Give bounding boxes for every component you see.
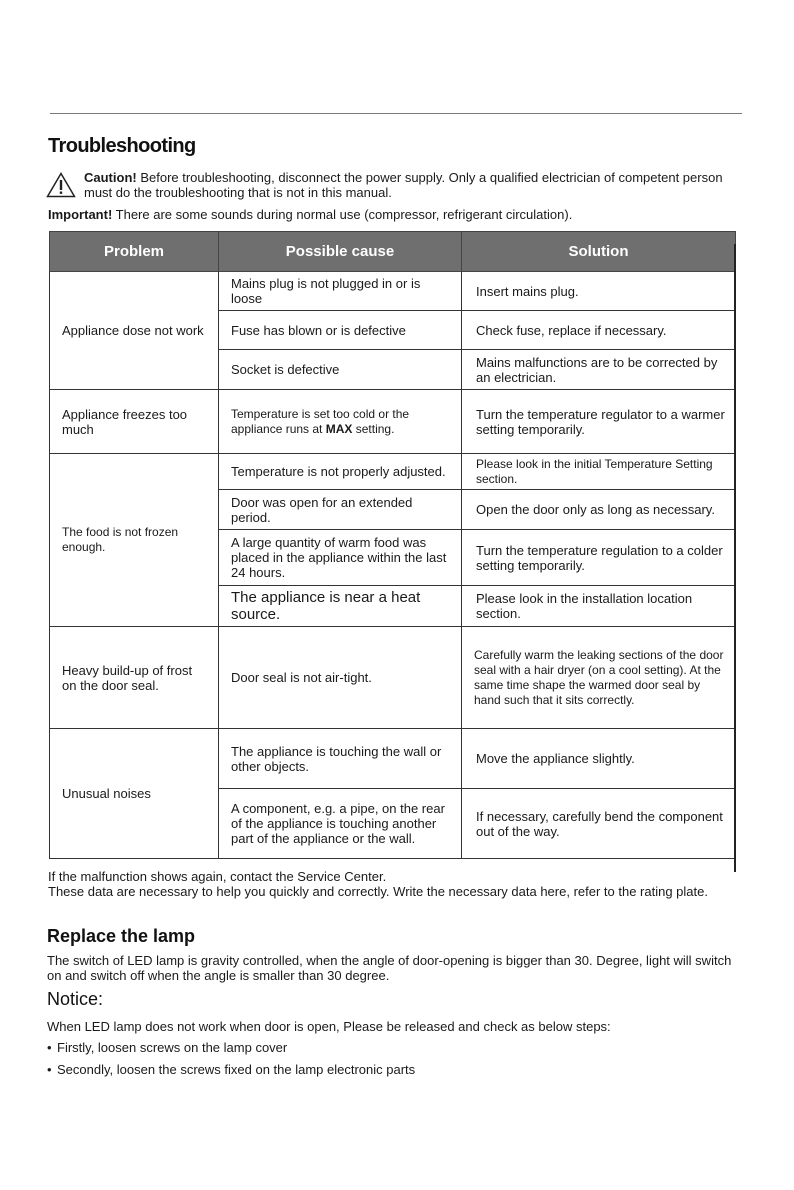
solution-cell: Please look in the initial Temperature Setting section. (462, 454, 736, 490)
caution-body: Before troubleshooting, disconnect the power supply. Only a qualified electrician of competent person must do the troubleshooting that is not in this manual. (84, 170, 723, 200)
replace-lamp-heading: Replace the lamp (47, 926, 196, 946)
solution-cell: Turn the temperature regulator to a warmer setting temporarily. (462, 390, 736, 454)
table-row (50, 729, 736, 789)
table-header-row (50, 232, 736, 272)
caution-text (84, 170, 746, 200)
problem-cell: Appliance freezes too much (50, 390, 219, 454)
max-setting-label: MAX (325, 421, 353, 436)
service-note (48, 869, 748, 899)
table-row (50, 454, 736, 490)
cause-cell: Temperature is not properly adjusted. (219, 454, 462, 490)
solution-cell: Check fuse, replace if necessary. (462, 311, 736, 350)
caution-block (46, 170, 746, 200)
cause-cell: Door seal is not air-tight. (219, 627, 462, 729)
solution-cell: Turn the temperature regulation to a colder setting temporarily. (462, 530, 736, 586)
problem-cell: Unusual noises (50, 729, 219, 859)
top-divider (50, 113, 742, 114)
problem-cell: The food is not frozen enough. (50, 454, 219, 627)
list-item (47, 1040, 287, 1055)
service-note-line-1: If the malfunction shows again, contact the Service Center. (48, 869, 387, 884)
solution-cell: Please look in the installation location section. (462, 586, 736, 627)
solution-cell: Insert mains plug. (462, 272, 736, 311)
cause-cell (219, 390, 462, 454)
cause-cell: The appliance is near a heat source. (219, 586, 462, 627)
cause-cell: Door was open for an extended period. (219, 490, 462, 530)
cause-cell: Socket is defective (219, 350, 462, 390)
table-row (50, 390, 736, 454)
table-right-border (734, 244, 736, 872)
solution-cell: Carefully warm the leaking sections of the door seal with a hair dryer (on a cool setting). At the same time shape the warmed door seal by hand such that it sits correctly. (462, 627, 736, 729)
problem-cell: Appliance dose not work (50, 272, 219, 390)
table-row (50, 627, 736, 729)
problem-cell: Heavy build-up of frost on the door seal. (50, 627, 219, 729)
cause-cell: Fuse has blown or is defective (219, 311, 462, 350)
solution-cell: Move the appliance slightly. (462, 729, 736, 789)
service-note-line-2: These data are necessary to help you quickly and correctly. Write the necessary data here, refer to the rating plate. (48, 884, 708, 899)
important-body: There are some sounds during normal use (compressor, refrigerant circulation). (112, 207, 573, 222)
important-label: Important! (48, 207, 113, 222)
header-solution: Solution (462, 232, 736, 272)
solution-cell: Mains malfunctions are to be corrected by an electrician. (462, 350, 736, 390)
troubleshooting-table (49, 231, 736, 859)
notice-heading: Notice: (47, 989, 104, 1009)
notice-text: When LED lamp does not work when door is open, Please be released and check as below steps: (47, 1019, 611, 1034)
list-item (47, 1062, 415, 1077)
bullet-icon: • (47, 1040, 52, 1055)
cause-cell: A large quantity of warm food was placed in the appliance within the last 24 hours. (219, 530, 462, 586)
page-title: Troubleshooting (48, 135, 196, 157)
cause-cell: A component, e.g. a pipe, on the rear of the appliance is touching another part of the appliance or the wall. (219, 789, 462, 859)
cause-text-post: setting. (352, 421, 395, 436)
solution-cell: If necessary, carefully bend the component out of the way. (462, 789, 736, 859)
step-text: Firstly, loosen screws on the lamp cover (57, 1040, 288, 1055)
warning-triangle-icon (46, 172, 76, 198)
bullet-icon: • (47, 1062, 52, 1077)
table-row (50, 272, 736, 311)
important-note (48, 207, 572, 222)
cause-cell: Mains plug is not plugged in or is loose (219, 272, 462, 311)
solution-cell: Open the door only as long as necessary. (462, 490, 736, 530)
step-text: Secondly, loosen the screws fixed on the lamp electronic parts (57, 1062, 416, 1077)
header-cause: Possible cause (219, 232, 462, 272)
caution-label: Caution! (84, 170, 137, 185)
cause-cell: The appliance is touching the wall or other objects. (219, 729, 462, 789)
cause-text-pre: Temperature is set too cold or the appliance runs at (231, 406, 410, 436)
header-problem: Problem (50, 232, 219, 272)
replace-lamp-text: The switch of LED lamp is gravity controlled, when the angle of door-opening is bigger than 30. Degree, light will switch on and switch off when the angle is smaller than 30 degree. (47, 953, 732, 983)
